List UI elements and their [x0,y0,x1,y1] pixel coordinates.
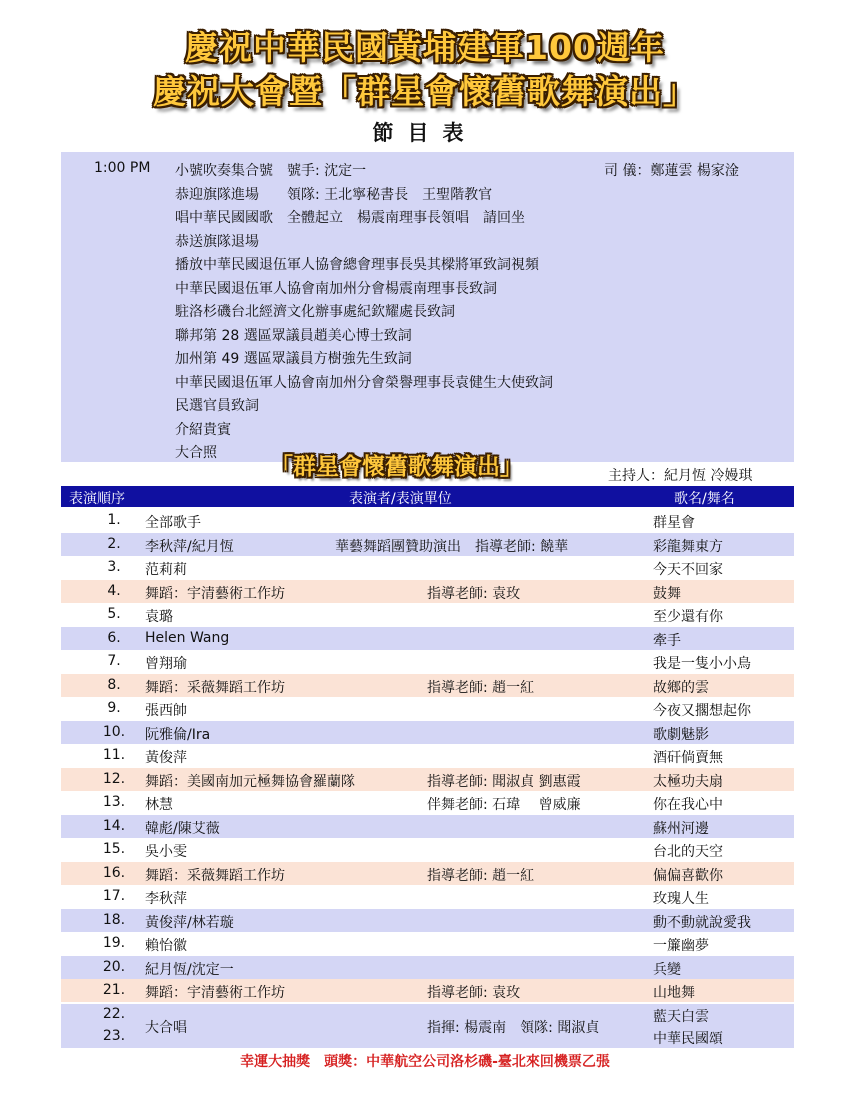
header-performer: 表演者/表演單位 [349,491,452,507]
row-song: 一簾幽夢 [653,938,709,954]
row-performer: 紀月恆/沈定一 [145,961,234,978]
row-number: 3. [107,559,121,575]
row-number: 16. [102,864,126,881]
row-song: 中華民國頌 [653,1031,723,1047]
row-song: 至少還有你 [653,609,723,625]
row-song: 我是一隻小小鳥 [653,656,751,672]
row-performer: 韓彪/陳艾薇 [145,820,220,837]
row-performer: Helen Wang [145,629,230,646]
hosts: 主持人：紀月恆 冷嫚琪 [608,468,753,484]
row-song: 兵變 [653,961,681,978]
row-number: 11. [102,747,126,763]
table-row [61,580,794,603]
table-row [61,979,794,1002]
row-performer: 舞蹈：采薇舞蹈工作坊 [145,867,285,884]
row-song: 玫瑰人生 [653,891,709,907]
row-performer: 大合唱 [145,1020,187,1036]
row-performer: 張西帥 [145,703,187,719]
program-item: 聯邦第 28 選區眾議員趙美心博士致詞 [175,327,412,344]
program-item: 恭迎旗隊進場 領隊: 王北寧秘書長 王聖階教官 [175,186,493,203]
table-row [61,697,794,720]
row-note: 指導老師: 聞淑貞 劉惠霞 [427,773,581,790]
row-performer: 賴怡徽 [145,938,187,954]
row-performer: 阮雅倫/Ira [145,726,211,743]
table-row [61,556,794,579]
row-number: 18. [102,911,126,928]
table-row [61,885,794,908]
table-row [61,744,794,767]
row-number: 5. [107,606,121,622]
program-item: 中華民國退伍軍人協會南加州分會楊震南理事長致詞 [175,280,497,297]
row-number: 13. [102,794,126,810]
row-performer: 袁璐 [145,609,173,625]
row-song: 鼓舞 [653,585,681,602]
row-performer: 曾翔瑜 [145,656,187,672]
program-item: 小號吹奏集合號 號手: 沈定一 [175,163,367,179]
table-row [61,838,794,861]
row-number: 14. [102,817,126,834]
row-song: 酒矸倘賣無 [653,750,723,766]
program-item: 大合照 [175,445,217,461]
table-row [61,603,794,626]
row-performer: 吳小雯 [145,844,187,860]
row-number: 23. [102,1028,126,1044]
table-row [61,768,794,791]
lucky-draw-note: 幸運大抽獎 頭獎：中華航空公司洛杉磯-臺北來回機票乙張 [240,1054,610,1070]
table-row [61,956,794,979]
header-song: 歌名/舞名 [674,491,735,507]
row-song: 牽手 [653,632,681,649]
row-song: 藍天白雲 [653,1009,709,1025]
row-song: 蘇州河邊 [653,820,709,837]
program-item: 介紹貴賓 [175,421,231,438]
program-item: 民選官員致詞 [175,398,259,414]
row-performer: 李秋萍/紀月恆 [145,538,234,555]
row-song: 故鄉的雲 [653,679,709,696]
row-note: 伴舞老師: 石瑋 曾威廉 [427,797,581,813]
row-song: 台北的天空 [653,844,723,860]
row-performer: 全部歌手 [145,515,201,531]
row-number: 20. [102,958,126,975]
table-row [61,627,794,650]
row-number: 17. [102,888,126,904]
program-item: 中華民國退伍軍人協會南加州分會榮譽理事長袁健生大使致詞 [175,374,553,391]
row-song: 今夜又擱想起你 [653,703,751,719]
header-order: 表演順序 [69,491,125,507]
table-row [61,932,794,955]
row-performer: 舞蹈：美國南加元極舞協會羅蘭隊 [145,773,355,790]
table-row [61,791,794,814]
row-note: 指導老師: 袁玫 [427,985,521,1001]
row-number: 2. [107,535,121,552]
row-song: 偏偏喜歡你 [653,867,723,884]
row-song: 歌劇魅影 [653,726,709,743]
row-number: 8. [107,676,121,693]
table-row [61,674,794,697]
row-song: 你在我心中 [653,797,723,813]
row-song: 動不動就說愛我 [653,914,751,931]
row-performer: 舞蹈：采薇舞蹈工作坊 [145,679,285,696]
row-note: 華藝舞蹈團贊助演出 指導老師: 饒華 [335,538,569,555]
table-row [61,862,794,885]
row-performer: 范莉莉 [145,562,187,578]
table-row [61,650,794,673]
table-row [61,815,794,838]
show-title: 「群星會懷舊歌舞演出」 [270,454,523,480]
row-number: 1. [107,512,121,528]
row-number: 9. [107,700,121,716]
program-item: 播放中華民國退伍軍人協會總會理事長吳其樑將軍致詞視頻 [175,257,539,273]
row-note: 指導老師: 趙一紅 [427,679,535,696]
row-performer: 舞蹈：宇清藝術工作坊 [145,585,285,602]
ceremony-program [61,152,794,462]
row-note: 指揮: 楊震南 領隊: 聞淑貞 [427,1020,600,1036]
table-header [61,486,794,507]
page-subtitle: 節目表 [372,121,478,145]
table-row-final [61,1004,794,1048]
program-item: 唱中華民國國歌 全體起立 楊震南理事長領唱 請回坐 [175,210,525,226]
start-time: 1:00 PM [94,160,151,176]
title-line-2: 慶祝大會暨「群星會懷舊歌舞演出」 [153,72,697,111]
program-item: 恭送旗隊退場 [175,233,259,250]
row-song: 彩龍舞東方 [653,538,723,555]
row-note: 指導老師: 袁玫 [427,585,521,602]
table-row [61,721,794,744]
row-song: 山地舞 [653,985,695,1001]
row-number: 15. [102,841,126,857]
program-item: 加州第 49 選區眾議員方樹強先生致詞 [175,351,412,367]
row-performer: 林慧 [145,797,173,813]
row-song: 太極功夫扇 [653,773,723,790]
row-number: 21. [102,982,126,998]
row-performer: 舞蹈：宇清藝術工作坊 [145,985,285,1001]
program-item: 駐洛杉磯台北經濟文化辦事處紀欽耀處長致詞 [175,304,455,320]
row-performer: 黃俊萍 [145,750,187,766]
row-number: 22. [102,1006,126,1022]
row-song: 今天不回家 [653,562,723,578]
row-number: 12. [102,770,126,787]
table-row [61,909,794,932]
table-row [61,533,794,556]
row-song: 群星會 [653,515,695,531]
row-performer: 李秋萍 [145,891,187,907]
row-note: 指導老師: 趙一紅 [427,867,535,884]
table-row [61,509,794,532]
row-number: 6. [107,629,121,646]
row-number: 19. [102,935,126,951]
title-line-1: 慶祝中華民國黃埔建軍100週年 [185,28,665,67]
row-number: 7. [107,653,121,669]
row-performer: 黃俊萍/林若璇 [145,914,234,931]
row-number: 10. [102,723,126,740]
emcee: 司 儀：鄭蓮雲 楊家淦 [604,163,739,179]
row-number: 4. [107,582,121,599]
